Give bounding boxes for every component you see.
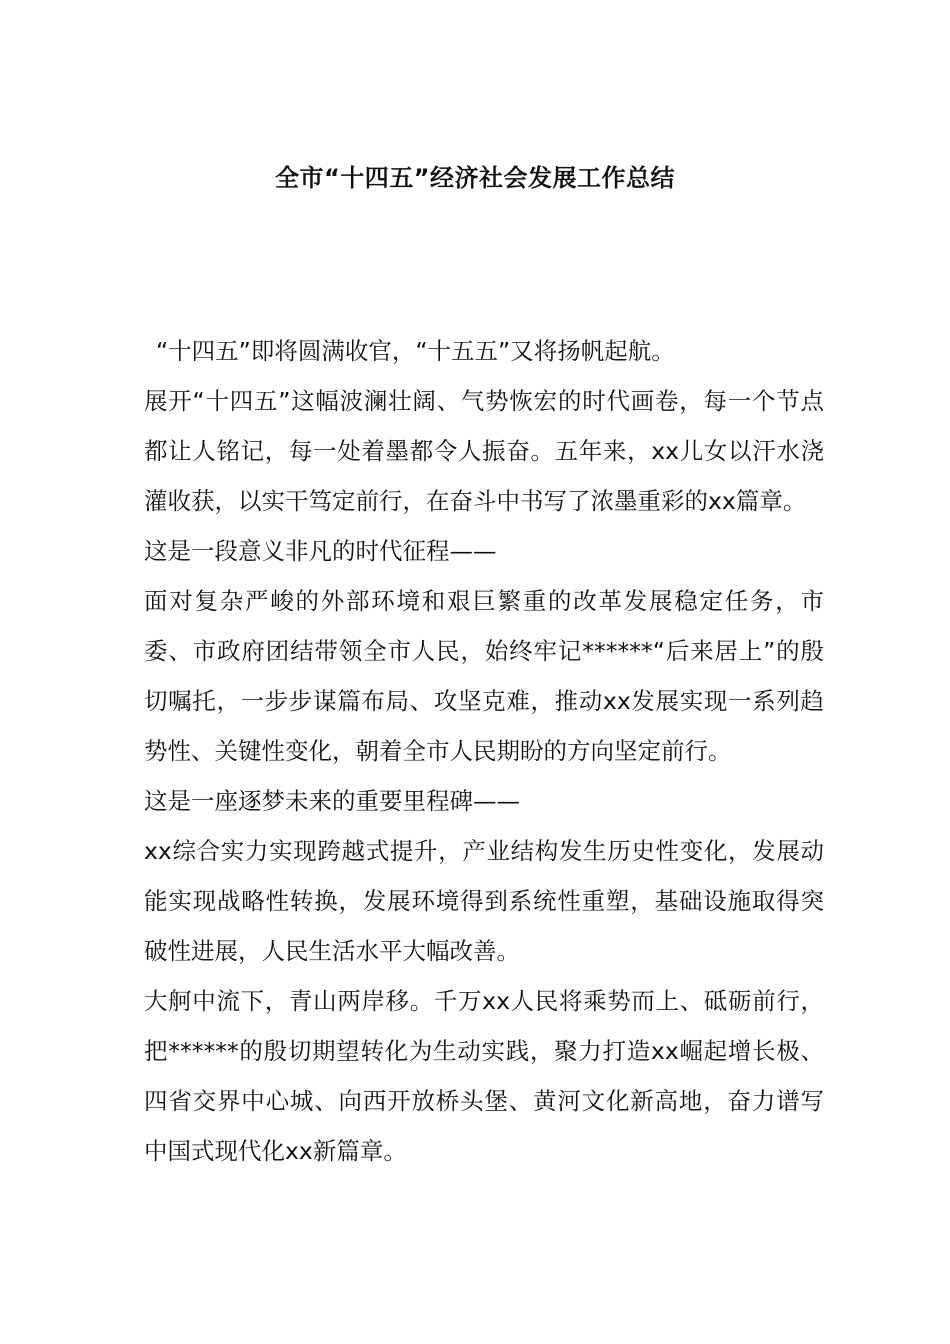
document-body (144, 326, 824, 1176)
paragraph-2: 展开“十四五”这幅波澜壮阔、气势恢宏的时代画卷，每一个节点都让人铭记，每一处着墨都令人振奋。五年来，xx儿女以汗水浇灌收获，以实干笃定前行，在奋斗中书写了浓墨重彩的xx篇章。 (144, 387, 824, 515)
paragraph-5: 这是一座逐梦未来的重要里程碑—— (144, 787, 520, 815)
paragraph-6: xx综合实力实现跨越式提升，产业结构发生历史性变化，发展动能实现战略性转换，发展环境得到系统性重塑，基础设施取得突破性进展，人民生活水平大幅改善。 (144, 837, 824, 965)
paragraph-3: 这是一段意义非凡的时代征程—— (144, 537, 497, 565)
paragraph-7: 大舸中流下，青山两岸移。千万xx人民将乘势而上、砥砺前行，把******的殷切期望转化为生动实践，聚力打造xx崛起增长极、四省交界中心城、向西开放桥头堡、黄河文化新高地，奋力谱写中国式现代化xx新篇章。 (144, 987, 824, 1165)
document-title: 全市“十四五”经济社会发展工作总结 (274, 164, 676, 192)
paragraph-1: “十四五”即将圆满收官，“十五五”又将扬帆起航。 (156, 337, 675, 365)
paragraph-4: 面对复杂严峻的外部环境和艰巨繁重的改革发展稳定任务，市委、市政府团结带领全市人民，始终牢记******“后来居上”的殷切嘱托，一步步谋篇布局、攻坚克难，推动xx发展实现一系列趋势性、关键性变化，朝着全市人民期盼的方向坚定前行。 (144, 587, 824, 765)
